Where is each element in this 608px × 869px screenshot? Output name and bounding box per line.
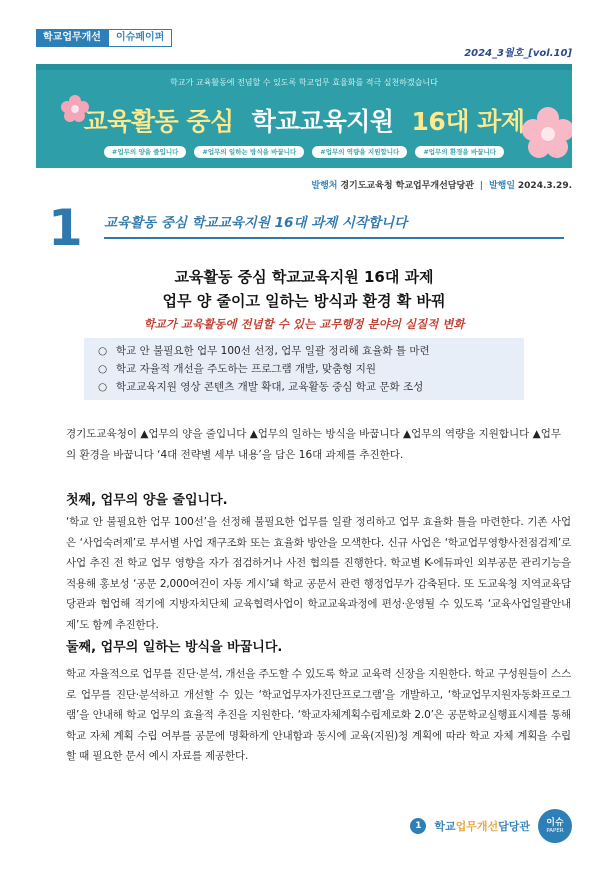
paragraph-second: 학교 자율적으로 업무를 진단·분석, 개선을 주도할 수 있도록 학교 교육력 신장을 지원한다. 학교 구성원들이 스스로 업무를 진단·분석하고 개선할 수 있는 ‘학교업무자가진단프로그램’을 개발하고, ‘학교업무지원자동화프로그램’을 안내해 학교 업무의 효율적 추진을 지원한다. ‘학교자체계획수립제로화 2.0’은 공문학교실행표시제를 통해 학교 자체 계획 수립 여부를 공문에 명확하게 안내함과 동시에 교육(지원)청 계획에 따라 학교 자체 계획을 수립할 때 필요한 문서 예시 자료를 제공한다. — [66, 668, 571, 762]
section-number: 1 — [48, 199, 83, 257]
section-title: 교육활동 중심 학교교육지원 16대 과제 시작합니다 — [104, 211, 564, 239]
banner-subtitle: 학교가 교육활동에 전념할 수 있도록 학교업무 효율화를 적극 실천하겠습니다 — [170, 78, 438, 87]
banner-title-left: 교육활동 중심 — [83, 107, 234, 136]
banner-title — [36, 102, 572, 138]
brand-part: 학교 — [434, 820, 456, 833]
banner-title-mid: 학교교육지원 — [251, 107, 394, 136]
banner-pills — [36, 146, 572, 158]
banner-pill: #업무의 환경을 바꿉니다 — [415, 146, 504, 158]
banner-pill: #업무의 역량을 지원합니다 — [312, 146, 407, 158]
date-label: 발행일 — [488, 181, 516, 191]
paragraph-first: ‘학교 안 불필요한 업무 100선’을 선정해 불필요한 업무를 일괄 정리하고 업무 효율화 틀을 마련한다. 기존 사업은 ‘사업숙려제’로 부서별 사업 재구조화 또는 효율화 방안을 모색한다. 신규 사업은 ‘학교업무영향사전점검제’로 사업 추진 전 학교 업무 영향을 자가 점검하거나 사전 협의를 진행한다. 학교별 K-에듀파인 외부공문 관리기능을 적용해 홍보성 ‘공문 2,000여건이 자동 게시’돼 학교 공문서 관련 행정업무가 감축된다. 또 도교육청 지역교육담당관과 협업해 적기에 지방자치단체 교육협력사업이 학교교육과정에 편성·운영될 수 있도록 ‘교육사업일괄안내제’도 함께 추진한다. — [66, 516, 571, 631]
summary-text: 학교 자율적 개선을 주도하는 프로그램 개발, 맞춤형 지원 — [116, 363, 376, 375]
header-tags — [36, 29, 172, 47]
brand-part: 담당관 — [498, 820, 530, 833]
bullet-icon: ○ — [98, 363, 108, 375]
logo-text-top: 이슈 — [546, 817, 564, 828]
bullet-icon: ○ — [98, 345, 108, 357]
publisher-separator: | — [479, 181, 484, 191]
heading-first: 첫째, 업무의 양을 줄입니다. — [66, 493, 228, 508]
publisher-name: 경기도교육청 학교업무개선담당관 — [340, 181, 474, 191]
heading-second: 둘째, 업무의 일하는 방식을 바꿉니다. — [66, 640, 283, 655]
tag-secondary: 이슈페이퍼 — [108, 29, 172, 47]
summary-item — [98, 360, 510, 378]
headline-line2: 업무 양 줄이고 일하는 방식과 환경 확 바꿔 — [162, 292, 446, 310]
summary-item — [98, 378, 510, 396]
bullet-icon: ○ — [98, 381, 108, 393]
publish-date: 2024.3.29. — [517, 181, 572, 191]
page-number: 1 — [410, 818, 426, 834]
banner — [36, 64, 572, 168]
issue-paper-logo — [538, 809, 572, 843]
summary-item — [98, 342, 510, 360]
publisher-line — [311, 178, 572, 191]
headline-line1: 교육활동 중심 학교교육지원 16대 과제 — [174, 268, 434, 286]
footer-brand — [434, 818, 530, 834]
summary-box — [84, 338, 524, 400]
intro-paragraph: 경기도교육청이 ▲업무의 양을 줄입니다 ▲업무의 일하는 방식을 바꿉니다 ▲업무의 역량을 지원합니다 ▲업무의 환경을 바꿉니다 ‘4대 전략별 세부 내용’을 담은 16대 과제를 추진한다. — [66, 428, 562, 461]
footer — [410, 809, 572, 843]
publisher-label: 발행처 — [311, 181, 338, 191]
banner-stripe — [36, 64, 572, 70]
brand-part: 업무개선 — [455, 820, 499, 833]
summary-text: 학교 안 불필요한 업무 100선 선정, 업무 일괄 정리해 효율화 틀 마련 — [116, 345, 430, 357]
banner-pill: #업무의 일하는 방식을 바꿉니다 — [194, 146, 304, 158]
banner-title-right: 16대 과제 — [411, 107, 525, 136]
summary-text: 학교교육지원 영상 콘텐츠 개발 확대, 교육활동 중심 학교 문화 조성 — [116, 381, 424, 393]
logo-text-bottom: PAPER — [546, 827, 564, 834]
banner-pill: #업무의 양을 줄입니다 — [104, 146, 186, 158]
tag-primary: 학교업무개선 — [36, 29, 108, 47]
headline-subtitle: 학교가 교육활동에 전념할 수 있는 교무행정 분야의 실질적 변화 — [143, 317, 465, 331]
issue-number: 2024_3월호_[vol.10] — [464, 48, 572, 59]
